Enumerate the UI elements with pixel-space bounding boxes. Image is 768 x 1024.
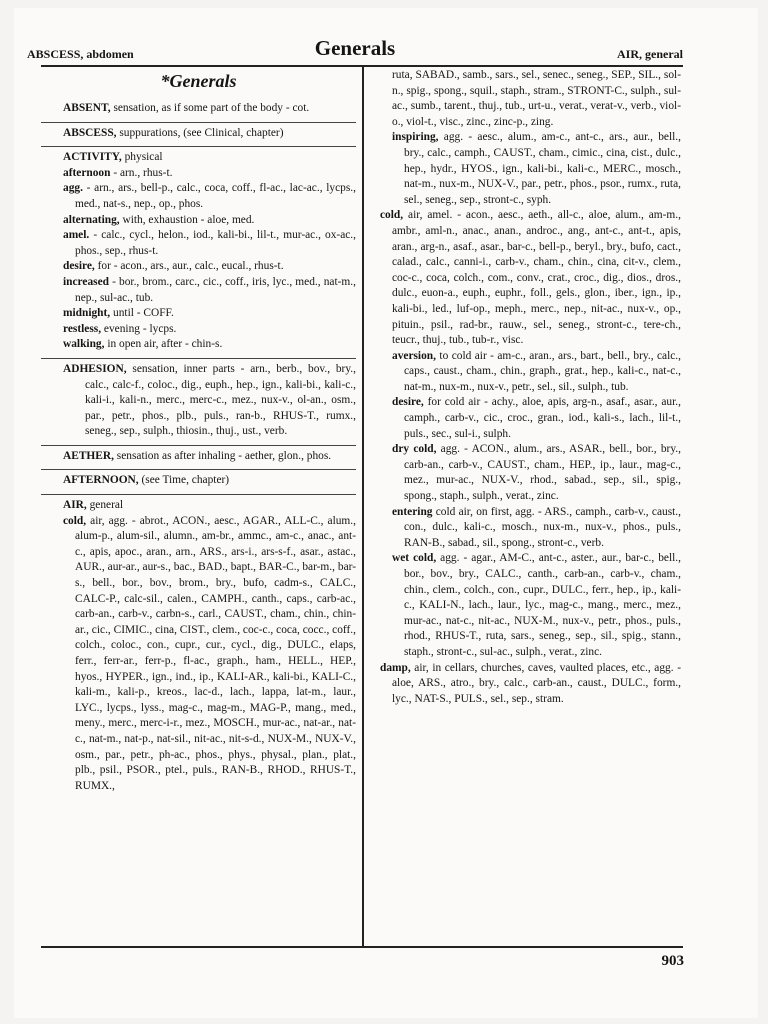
rubric-line	[63, 101, 356, 117]
subrubric-line	[370, 130, 681, 208]
remedy-list: air, agg. - abrot., ACON., aesc., AGAR., ALL-C., alum., alum-p., alum-sil., alumn., am-br., ammc., am-c., anac., ant-c., apis, apoc., aran., arn., ARS., ars-i., ars-s-f., asar., astac., AUR., aur-ar., aur-s., bac., BAD., bapt., BAR-C., bar-m., bar-s., bell., bor., bov., brom., bry., bufo, cadm-s., CALC., CALC-P., calc-sil., calen., CAMPH., canth., caps., carb-ac., carb-an., carb-v., carbn-s., carl., CAUST., cham., chin., chin-ar., cic., CIMIC., cina, CIST., clem., coc-c., coca, cocc., coff., colch., coloc., con., cupr., cur., cycl., dig., DULC., elaps, ferr., ferr-ar., ferr-p., fl-ac., graph., ham., HELL., HEP., hyos., HYPER., ign., ind., ip., KALI-AR., kali-bi., KALI-C., kali-m., kali-p., kreos., lac-d., lach., lappa, lat-m., laur., LYC., lycps., lyss., mag-c., mag-m., MAG-P., mang., med., meny., merc., merc-i-r., mez., MOSCH., mur-ac., nat-ar., nat-c., nat-m., nat-p., nat-sil., nit-ac., nit-s-d., NUX-M., NUX-V., osm., par., petr., ph-ac., phos., phys., physal., plan., plat., plb., psil., PSOR., ptel., puls., RAN-B., RHOD., RHUS-T., RUMX.,	[75, 514, 356, 792]
subrubric-line	[41, 181, 356, 212]
subrubric-heading: restless,	[63, 322, 102, 335]
rubric-entry	[41, 98, 356, 123]
subrubric-heading: aversion,	[392, 349, 436, 362]
remedy-list: with, exhaustion - aloe, med.	[119, 213, 255, 226]
rubric-heading: ABSENT,	[63, 102, 111, 114]
remedy-list: for cold air - achy., aloe, apis, arg-n., asaf., asar., aur., camph., carb-v., cic., croc., gran., iod., kali-s., lach., lil-t., puls., sec., sul-i., sulph.	[404, 396, 681, 440]
remedy-list: sensation, inner parts - arn., berb., bov., bry., calc., calc-f., coloc., dig., euph., hep., ign., kali-bi., kali-c., kali-i., kali-n., merc., merc-c., mez., nux-v., ol-an., osm., par., petr., phos., plb., puls., ran-b., RHUS-T., rumx., seneg., sep., sulph., thiosin., thuj., ust., verb.	[85, 362, 356, 438]
rubric-line	[63, 473, 356, 489]
subrubric-heading: alternating,	[63, 213, 120, 226]
remedy-list: general	[86, 499, 124, 512]
subrubric-heading: cold,	[380, 209, 404, 222]
subrubric-line	[370, 349, 681, 396]
subrubric-heading: increased	[63, 275, 109, 288]
remedy-list: evening - lycps.	[101, 322, 177, 335]
subrubric-line	[41, 514, 356, 795]
left-column	[41, 68, 356, 799]
rubric-heading: ACTIVITY,	[63, 151, 122, 164]
running-header	[27, 34, 683, 66]
rubric-line	[63, 362, 356, 440]
subrubric-line	[370, 208, 681, 348]
column-divider	[362, 66, 364, 947]
page-number: 903	[661, 953, 684, 969]
subrubric-heading: afternoon	[63, 166, 111, 179]
subrubric-heading: damp,	[380, 661, 411, 674]
rubric-heading: AIR,	[63, 499, 87, 512]
remedy-list: - arn., ars., bell-p., calc., coca, coff., fl-ac., lac-ac., lycps., med., nat-s., nep., op., phos.	[75, 182, 356, 210]
rubric-entry	[41, 123, 356, 148]
rubric-entry	[41, 147, 356, 359]
remedy-list: agg. - ACON., alum., ars., ASAR., bell., bor., bry., carb-an., carb-v., CAUST., cham., HEP., ip., laur., mag-c., mez., mur-ac., NUX-V., rhod., sabad., sep., sil., spig., spong., staph., sulph., verat., zinc.	[404, 443, 681, 503]
subrubric-heading: midnight,	[63, 307, 111, 320]
subrubric-line	[41, 322, 356, 338]
subrubric-heading: cold,	[63, 514, 87, 527]
subrubric-heading: dry cold,	[392, 443, 437, 456]
subrubric-heading: walking,	[63, 338, 105, 351]
subrubric-heading: desire,	[392, 396, 424, 409]
subrubric-line	[41, 166, 356, 182]
remedy-list: - calc., cycl., helon., iod., kali-bi., lil-t., mur-ac., ox-ac., phos., sep., rhus-t.	[75, 229, 356, 257]
subrubric-line	[370, 661, 681, 708]
rubric-entry	[41, 359, 356, 446]
subrubric-heading: entering	[392, 505, 433, 518]
subrubric-line	[41, 306, 356, 322]
remedy-list: agg. - agar., AM-C., ant-c., aster., aur., bar-c., bell., bor., bov., bry., CALC., canth., carb-an., carb-v., cham., chin., clem., colch., con., cupr., DULC., ferr., hep., ip., kali-c., KALI-N., lach., laur., lyc., mag-c., mang., merc., mez., mur-ac., nat-c., nit-ac., NUX-M., nux-v., petr., phos., puls., rhod., RHUS-T., ruta, sars., seneg., sep., sil., spig., stann., staph., stront-c., sul-ac., sulph., verat., zinc.	[404, 552, 681, 658]
remedy-list: to cold air - am-c., aran., ars., bart., bell., bry., calc., caps., caust., cham., chin., graph., grat., hep., kali-c., nat-c., nat-m., nux-m., nux-v., petr., sel., sil., sulph., tub.	[404, 349, 681, 393]
rubric-entry	[41, 495, 356, 799]
rubric-line	[63, 126, 356, 142]
header-right-guide-word: AIR, general	[617, 47, 683, 61]
remedy-list: air, in cellars, churches, caves, vaulted places, etc., agg. - aloe, ARS., atro., bry., calc., carb-an., caust., DULC., form., lyc., NAT-S., PULS., sel., sep., stram.	[392, 661, 681, 705]
remedy-list: cold air, on first, agg. - ARS., camph., carb-v., caust., con., dulc., kali-c., mosch., nux-m., nux-v., phos., puls., RAN-B., sabad., sil., spong., stront-c., verb.	[404, 505, 681, 549]
rubric-heading: AFTERNOON,	[63, 474, 139, 487]
remedy-list: physical	[121, 151, 163, 164]
remedy-list: ruta, SABAD., samb., sars., sel., senec., seneg., SEP., SIL., sol-n., spig., spong., squil., staph., stram., STRONT-C., sulph., sul-ac., sumb., tarent., thuj., tub., urt-u., verat., verat-v., verb., viol-o., viol-t., visc., zinc., zinc-p., zing.	[392, 69, 681, 128]
subrubric-heading: desire,	[63, 260, 95, 273]
subrubric-line	[41, 213, 356, 229]
subrubric-heading: agg.	[63, 182, 83, 195]
subrubric-line	[370, 551, 681, 660]
right-column	[370, 68, 681, 707]
rubric-line	[63, 498, 356, 514]
remedy-list: - bor., brom., carc., cic., coff., iris, lyc., med., nat-m., nep., sul-ac., tub.	[75, 275, 356, 304]
remedy-list: in open air, after - chin-s.	[104, 338, 223, 351]
rubric-line	[63, 449, 356, 465]
continued-remedy-list	[370, 68, 681, 130]
subrubric-line	[370, 442, 681, 504]
subrubric-line	[370, 505, 681, 552]
rubric-heading: ABSCESS,	[63, 126, 117, 139]
subrubric-line	[41, 228, 356, 259]
remedy-list: for - acon., ars., aur., calc., eucal., rhus-t.	[94, 260, 284, 273]
remedy-list: sensation as after inhaling - aether, glon., phos.	[113, 449, 332, 462]
remedy-list: air, amel. - acon., aesc., aeth., all-c., aloe, alum., am-m., ambr., aml-n., anac., anan., androc., ang., ant-c., ant-t., apis, aran., arg-n., asaf., asar., bar-c., bell-p., beryl., bry., bufo, cact., calad., calc., canni-i., carb-v., cham., chin., cina, cit-v., clem., coc-c., coca, colch., com., conv., crat., croc., dig., dios., dros., dulc., euon-a., euph., euphr., foll., gels., glon., iber., ign., ip., kali-bi., led., luf-op., meph., merc., nep., nit-ac., nux-v., op., pituin., psil., rad-br., rauw., sel., seneg., stront-c., tere-ch., teucr., thuj., tub., tub-r., visc.	[392, 209, 681, 347]
subrubric-heading: inspiring,	[392, 131, 439, 144]
subrubric-line	[41, 337, 356, 353]
rubric-entry	[41, 470, 356, 495]
subrubric-heading: amel.	[63, 229, 90, 242]
remedy-list: (see Time, chapter)	[138, 474, 230, 487]
right-entries	[370, 68, 681, 707]
subrubric-line	[41, 275, 356, 306]
left-entries	[41, 98, 356, 799]
remedy-list: agg. - aesc., alum., am-c., ant-c., ars., aur., bell., bry., calc., camph., CAUST., cham., cimic., cina, cist., dulc., hep., hydr., HYOS., ign., kali-bi., kali-c., MERC., mosch., nat-m., nux-m., NUX-V., par., petr., phos., psor., rumx., ruta, sel., seneg., sep., stront-c., syph.	[404, 131, 681, 206]
rubric-heading: AETHER,	[63, 449, 114, 462]
header-chapter-title: Generals	[314, 36, 396, 60]
remedy-list: suppurations, (see Clinical, chapter)	[116, 126, 284, 139]
subrubric-line	[370, 395, 681, 442]
subrubric-line	[41, 259, 356, 275]
subrubric-heading: wet cold,	[392, 552, 437, 565]
rubric-entry	[41, 446, 356, 471]
remedy-list: sensation, as if some part of the body - cot.	[110, 102, 310, 114]
footer-rule	[41, 946, 683, 948]
rubric-line	[63, 150, 356, 166]
remedy-list: - arn., rhus-t.	[110, 166, 173, 179]
rubric-heading: ADHESION,	[63, 362, 127, 375]
section-title: *Generals	[160, 71, 237, 91]
remedy-list: until - COFF.	[110, 307, 174, 320]
header-left-guide-word: ABSCESS, abdomen	[27, 47, 134, 61]
